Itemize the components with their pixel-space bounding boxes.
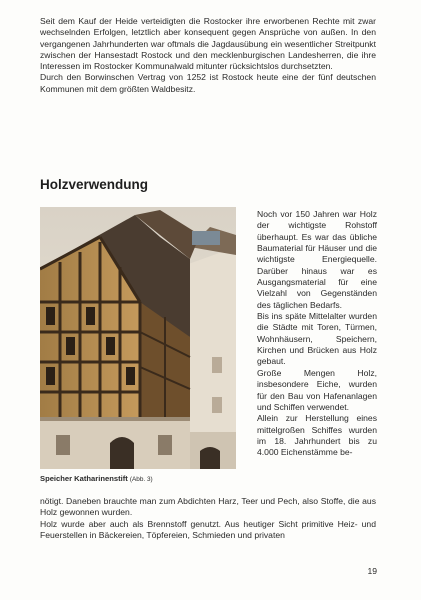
body-paragraph: Bis ins späte Mittelalter wurden die Städte mit Toren, Türmen, Wohnhäusern, Speichern, Kirchen und Brücken aus Holz gebaut. <box>257 311 377 367</box>
speicher-photo <box>40 207 236 469</box>
caption-reference: (Abb. 3) <box>129 476 153 483</box>
body-paragraph: Noch vor 150 Jahren war Holz der wichtigste Rohstoff überhaupt. Es war das übliche Baumaterial für Häuser und die wichtigste Energiequelle. Darüber hinaus war es Ausgangsmaterial für eine Vielzahl von Gegenständen des täglichen Bedarfs. <box>257 209 377 310</box>
section-heading: Holzverwendung <box>40 177 149 192</box>
figure-caption <box>40 474 240 485</box>
body-paragraph: Holz wurde aber auch als Brennstoff genutzt. Aus heutiger Sicht primitive Heiz- und Feuerstellen in Bäckereien, Töpfereien, Schmieden und privaten <box>40 518 376 541</box>
page-number: 19 <box>367 566 377 576</box>
right-column-text <box>257 209 377 459</box>
caption-title: Speicher Katharinenstift <box>40 474 128 483</box>
intro-text <box>40 16 376 95</box>
body-paragraph: Allein zur Herstellung eines mittelgroßen Schiffes wurden im 18. Jahrhundert bis zu 4.000 Eichenstämme be- <box>257 413 377 458</box>
body-paragraph: Große Mengen Holz, insbesondere Eiche, wurden für den Bau von Hafenanlagen und Schiffen verwendet. <box>257 367 377 412</box>
intro-paragraph: Durch den Borwinschen Vertrag von 1252 ist Rostock heute eine der fünf deutschen Kommunen mit dem größten Waldbesitz. <box>40 72 376 94</box>
body-paragraph: nötigt. Daneben brauchte man zum Abdichten Harz, Teer und Pech, also Stoffe, die aus Holz gewonnen wurden. <box>40 496 376 518</box>
bottom-text <box>40 496 376 541</box>
intro-paragraph: Seit dem Kauf der Heide verteidigten die Rostocker ihre erworbenen Rechte mit zwar wechselnden Erfolgen, letztlich aber konsequent gegen Ansprüche von außen. In den vergangenen Jahrhunderten war oftmals die Jagdausübung ein wesentlicher Streitpunkt zwischen der Hansestadt Rostock und den mecklenburgischen Landesherren, die ihre Interessen im Rostocker Kommunalwald mitunter rücksichtslos durchsetzten. <box>40 16 376 72</box>
